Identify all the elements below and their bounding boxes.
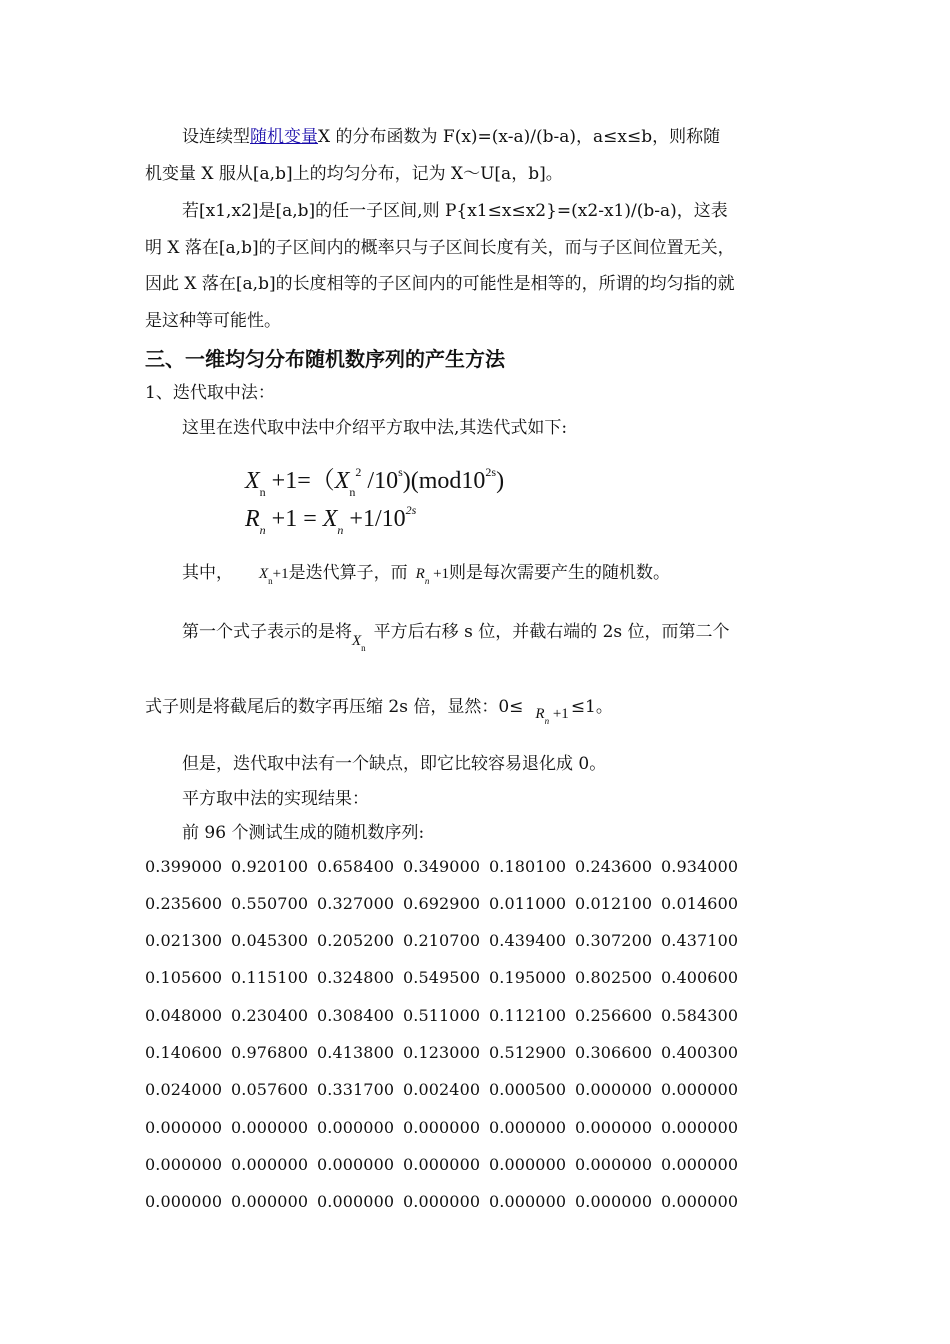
sequence-value: 0.205200: [317, 931, 395, 950]
formula2-x: X: [322, 506, 338, 532]
sequence-value: 0.512900: [489, 1043, 567, 1062]
explain2-sub-n: n: [361, 643, 366, 653]
formula1-x2: X: [334, 468, 350, 494]
sequence-value: 0.123000: [403, 1043, 481, 1062]
explain3-sub-n: n: [544, 716, 550, 726]
explain1-sub-n2: n: [424, 576, 430, 586]
explain3-prefix: 式子则是将截尾后的数字再压缩 2s 倍，显然：0≤: [145, 697, 524, 717]
explain3-r: R: [535, 706, 545, 722]
formula2-r: R: [245, 506, 260, 532]
sequence-value: 0.000500: [489, 1080, 567, 1099]
formula1-pow2: 2: [355, 465, 362, 479]
explain3-suffix: ≤1。: [570, 697, 613, 717]
sequence-value: 0.112100: [489, 1006, 567, 1025]
intro-text: 这里在迭代取中法中介绍平方取中法,其迭代式如下:: [182, 418, 568, 438]
sequence-value: 0.012100: [575, 894, 653, 913]
sequence-row: [145, 968, 747, 987]
sequence-value: 0.000000: [661, 1118, 739, 1137]
sequence-value: 0.324800: [317, 968, 395, 987]
sequence-value: 0.011000: [489, 894, 567, 913]
formula1-sub-n: n: [259, 485, 266, 499]
sequence-row: [145, 1155, 747, 1174]
sequence-value: 0.692900: [403, 894, 481, 913]
sequence-value: 0.000000: [145, 1118, 223, 1137]
sequence-value: 0.014600: [661, 894, 739, 913]
explain2-prefix: 第一个式子表示的是将: [182, 622, 352, 642]
explain3: [145, 696, 613, 726]
sequence-value: 0.230400: [231, 1006, 309, 1025]
formula1-sup-s: s: [398, 465, 403, 479]
formula1-close: ): [496, 468, 505, 494]
formula-random-number: [245, 503, 416, 538]
para1-line2: 机变量 X 服从[a,b]上的均匀分布，记为 X～U[a，b]。: [145, 164, 563, 184]
sequence-value: 0.195000: [489, 968, 567, 987]
explain1-rplus: +1: [429, 566, 450, 582]
sequence-value: 0.000000: [661, 1080, 739, 1099]
sequence-row: [145, 894, 747, 913]
sequence-value: 0.000000: [317, 1118, 395, 1137]
explain1-x: X: [259, 566, 269, 582]
sequence-value: 0.307200: [575, 931, 653, 950]
sequence-value: 0.000000: [145, 1192, 223, 1211]
sequence-value: 0.000000: [489, 1118, 567, 1137]
para2-line4: 是这种等可能性。: [145, 311, 281, 331]
sequence-value: 0.000000: [489, 1155, 567, 1174]
sequence-value: 0.000000: [489, 1192, 567, 1211]
sequence-value: 0.549500: [403, 968, 481, 987]
sequence-value: 0.920100: [231, 857, 309, 876]
sequence-value: 0.000000: [403, 1118, 481, 1137]
sequence-value: 0.437100: [661, 931, 739, 950]
sequence-value: 0.140600: [145, 1043, 223, 1062]
sequence-row: [145, 1006, 747, 1025]
sequence-value: 0.256600: [575, 1006, 653, 1025]
explain1-sub-n: n: [268, 576, 273, 586]
sequence-value: 0.048000: [145, 1006, 223, 1025]
sequence-value: 0.000000: [661, 1155, 739, 1174]
formula1-div: /10: [361, 468, 399, 494]
section-heading: 三、一维均匀分布随机数序列的产生方法: [145, 347, 505, 371]
para2-line3: 因此 X 落在[a,b]的长度相等的子区间内的可能性是相等的，所谓的均匀指的就: [145, 274, 735, 294]
explain2: [182, 621, 730, 651]
para1-prefix: 设连续型: [182, 127, 250, 147]
sequence-value: 0.045300: [231, 931, 309, 950]
sequence-value: 0.000000: [575, 1118, 653, 1137]
sequence-value: 0.802500: [575, 968, 653, 987]
formula2-rest: +1/10: [343, 506, 406, 532]
sequence-value: 0.000000: [231, 1155, 309, 1174]
explain1-prefix: 其中，: [182, 563, 233, 583]
sequence-value: 0.511000: [403, 1006, 481, 1025]
para1-line1: [182, 126, 720, 148]
sequence-value: 0.002400: [403, 1080, 481, 1099]
explain1-mid: 是迭代算子，而: [288, 563, 408, 583]
drawback-text: 但是，迭代取中法有一个缺点，即它比较容易退化成 0。: [182, 754, 607, 774]
formula1-mod: )(mod10: [402, 468, 486, 494]
explain2-x: X: [352, 633, 362, 649]
sequence-value: 0.550700: [231, 894, 309, 913]
sequence-value: 0.331700: [317, 1080, 395, 1099]
sequence-value: 0.658400: [317, 857, 395, 876]
formula2-sup-2s: 2s: [405, 503, 417, 517]
formula2-sub-n2: n: [337, 523, 344, 537]
sequence-value: 0.000000: [231, 1118, 309, 1137]
sequence-value: 0.934000: [661, 857, 739, 876]
sequence-value: 0.413800: [317, 1043, 395, 1062]
sequence-title: 前 96 个测试生成的随机数序列:: [182, 823, 425, 843]
formula1-plus-eq: +1=（: [265, 468, 335, 494]
sequence-value: 0.057600: [231, 1080, 309, 1099]
para1-suffix: X 的分布函数为 F(x)=(x-a)/(b-a)，a≤x≤b，则称随: [318, 127, 721, 147]
para2-line2: 明 X 落在[a,b]的子区间内的概率只与子区间长度有关，而与子区间位置无关，: [145, 238, 735, 258]
sequence-value: 0.439400: [489, 931, 567, 950]
sequence-value: 0.024000: [145, 1080, 223, 1099]
sequence-row: [145, 1118, 747, 1137]
sequence-value: 0.400300: [661, 1043, 739, 1062]
sequence-value: 0.180100: [489, 857, 567, 876]
sequence-value: 0.000000: [317, 1155, 395, 1174]
sequence-value: 0.327000: [317, 894, 395, 913]
explain1-r: R: [415, 566, 425, 582]
sequence-value: 0.235600: [145, 894, 223, 913]
sequence-row: [145, 1080, 747, 1099]
sequence-value: 0.021300: [145, 931, 223, 950]
sequence-value: 0.000000: [575, 1080, 653, 1099]
sequence-value: 0.308400: [317, 1006, 395, 1025]
sequence-row: [145, 1043, 747, 1062]
para2-line1: 若[x1,x2]是[a,b]的任一子区间,则 P{x1≤x≤x2}=(x2-x1)/(b-a)，这表: [182, 201, 728, 221]
formula-iteration: [245, 460, 504, 500]
sequence-value: 0.000000: [403, 1192, 481, 1211]
sequence-value: 0.105600: [145, 968, 223, 987]
sequence-value: 0.400600: [661, 968, 739, 987]
result-title: 平方取中法的实现结果：: [182, 789, 369, 809]
sequence-value: 0.243600: [575, 857, 653, 876]
formula1-sup-2s: 2s: [485, 465, 497, 479]
sequence-value: 0.000000: [231, 1192, 309, 1211]
sequence-value: 0.000000: [317, 1192, 395, 1211]
sequence-value: 0.306600: [575, 1043, 653, 1062]
sequence-row: [145, 857, 747, 876]
sequence-value: 0.210700: [403, 931, 481, 950]
sequence-value: 0.115100: [231, 968, 309, 987]
explain3-rplus: +1: [549, 706, 569, 722]
sequence-value: 0.976800: [231, 1043, 309, 1062]
sequence-value: 0.000000: [145, 1155, 223, 1174]
subsection-heading: 1、迭代取中法：: [145, 383, 275, 403]
sequence-value: 0.399000: [145, 857, 223, 876]
formula2-sub-n: n: [259, 523, 266, 537]
sequence-value: 0.000000: [403, 1155, 481, 1174]
sequence-row: [145, 1192, 747, 1211]
random-variable-link[interactable]: 随机变量: [250, 127, 318, 147]
sequence-value: 0.349000: [403, 857, 481, 876]
explain1-plus1: +1: [272, 566, 289, 582]
sequence-row: [145, 931, 747, 950]
sequence-value: 0.000000: [575, 1155, 653, 1174]
explain1: [182, 562, 670, 592]
formula1-x: X: [245, 468, 260, 494]
sequence-value: 0.584300: [661, 1006, 739, 1025]
sequence-value: 0.000000: [575, 1192, 653, 1211]
explain1-suffix: 则是每次需要产生的随机数。: [449, 563, 671, 583]
formula1-sub-n2: n: [349, 485, 356, 499]
formula2-plus-eq: +1 =: [265, 506, 323, 532]
sequence-value: 0.000000: [661, 1192, 739, 1211]
explain2-suffix: 平方后右移 s 位，并截右端的 2s 位，而第二个: [373, 622, 730, 642]
